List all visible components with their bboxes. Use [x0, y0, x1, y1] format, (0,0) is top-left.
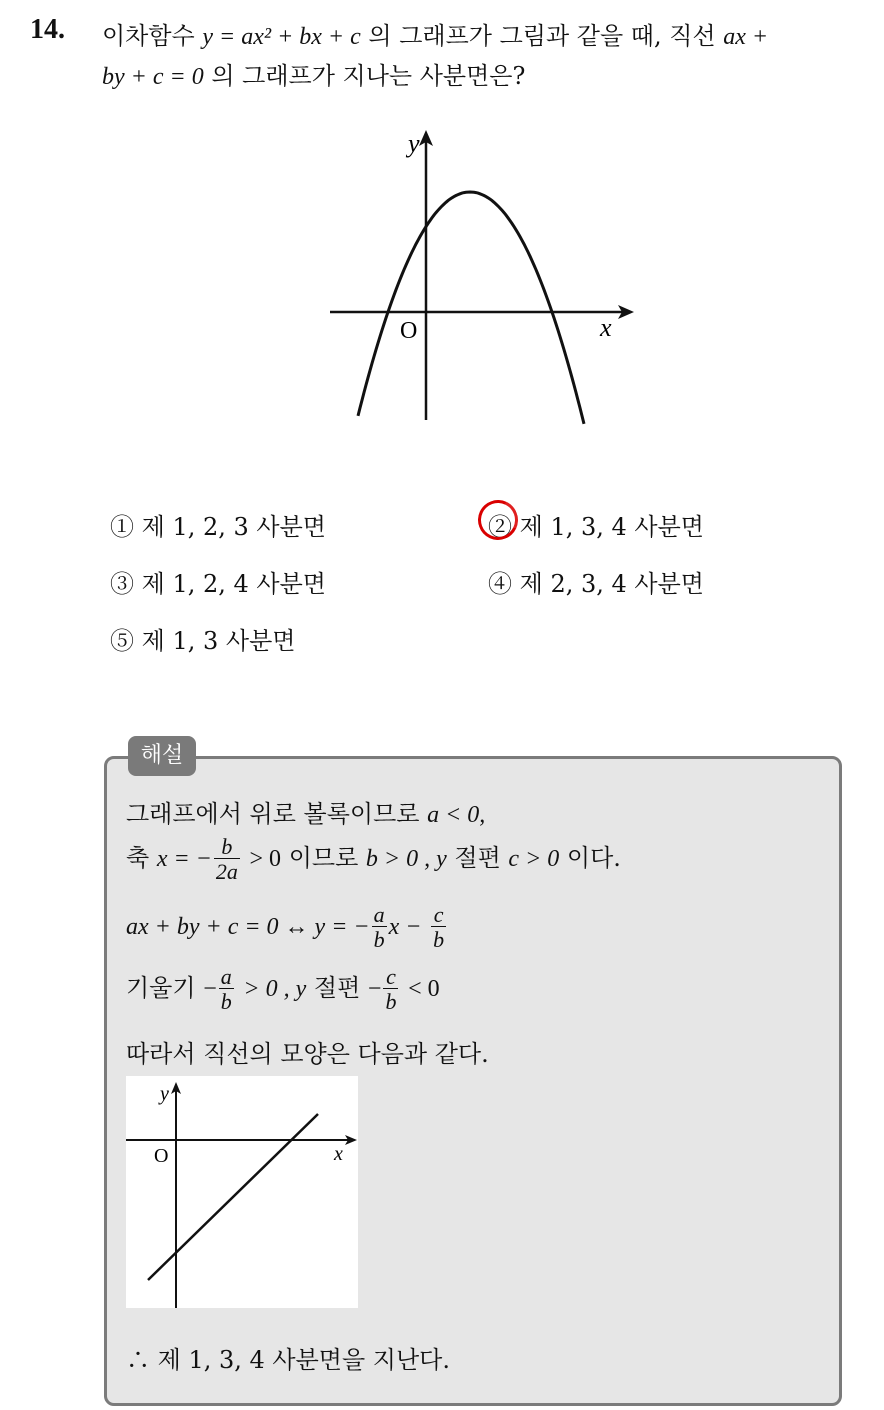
fraction-numerator: a — [373, 902, 385, 927]
solution-text: 축 — [126, 844, 150, 872]
fraction-denominator: b — [220, 989, 232, 1014]
choice-1[interactable] — [110, 507, 326, 542]
fraction-numerator: a — [220, 964, 232, 989]
fraction-denominator: 2a — [215, 859, 238, 884]
origin-label: O — [400, 318, 418, 344]
solution-line-2 — [126, 836, 621, 883]
fraction — [383, 966, 398, 1013]
solution-math: a < 0, — [427, 802, 486, 828]
question-text: 의 그래프가 지나는 사분면은? — [211, 62, 526, 90]
fraction — [431, 904, 446, 951]
solution-math: − — [203, 976, 217, 1002]
fraction — [219, 966, 234, 1013]
question-line-1 — [102, 16, 768, 51]
solution-math: ax + by + c = 0 ↔ y = − — [126, 914, 370, 940]
solution-math: − — [367, 976, 382, 1002]
fraction-denominator: b — [433, 927, 445, 952]
question-math: by + c = 0 — [102, 64, 204, 90]
fraction-numerator: c — [433, 902, 444, 927]
solution-text: 기울기 — [126, 974, 196, 1002]
question-text: 이차함수 — [102, 22, 195, 50]
solution-math: > 0 , y — [243, 976, 307, 1002]
choice-text: 제 1, 3, 4 사분면 — [519, 513, 704, 541]
fraction-denominator: b — [385, 989, 397, 1014]
solution-math: > 0 — [249, 846, 282, 872]
choice-text: 제 1, 3 사분면 — [141, 627, 296, 655]
x-axis-label: x — [600, 313, 612, 342]
fraction-numerator: b — [221, 834, 233, 859]
solution-line-1 — [126, 794, 485, 829]
fraction-denominator: b — [373, 927, 385, 952]
fraction-numerator: c — [386, 964, 396, 989]
question-line-2 — [102, 56, 525, 91]
solution-line-3 — [126, 904, 448, 951]
question-math: ax + — [723, 24, 769, 50]
solution-text: 이므로 — [288, 844, 359, 872]
parabola-graph — [320, 120, 640, 430]
solution-line-5: 따라서 직선의 모양은 다음과 같다. — [126, 1040, 489, 1068]
choice-mark: ① — [110, 513, 134, 541]
choice-text: 제 1, 2, 4 사분면 — [141, 570, 326, 598]
solution-conclusion — [126, 1340, 450, 1375]
choice-3[interactable] — [110, 564, 326, 599]
line-graph — [126, 1076, 358, 1308]
solution-math: x − — [388, 914, 422, 940]
choice-5[interactable] — [110, 621, 295, 656]
solution-text: 절편 — [454, 844, 501, 872]
choice-text: 제 2, 3, 4 사분면 — [519, 570, 704, 598]
solution-math: x = − — [156, 846, 212, 872]
solution-text: 그래프에서 위로 볼록이므로 — [126, 800, 420, 828]
choice-2[interactable] — [488, 507, 704, 542]
choice-mark: ④ — [488, 570, 512, 598]
y-axis-label: y — [160, 1083, 169, 1105]
fraction — [214, 836, 240, 883]
solution-math: b > 0 , y — [365, 846, 447, 872]
choice-mark: ② — [488, 513, 512, 541]
therefore-symbol: ∴ — [126, 1346, 150, 1374]
choice-text: 제 1, 2, 3 사분면 — [141, 513, 326, 541]
solution-text: 이다. — [566, 844, 621, 872]
origin-label: O — [154, 1145, 169, 1167]
question-number: 14. — [30, 14, 65, 45]
y-axis-label: y — [408, 129, 420, 158]
solution-text: 제 1, 3, 4 사분면을 지난다. — [157, 1346, 450, 1374]
choice-mark: ⑤ — [110, 627, 134, 655]
solution-text: 절편 — [313, 974, 361, 1002]
solution-line-4 — [126, 966, 440, 1013]
solution-tag: 해설 — [128, 736, 196, 776]
x-axis-label: x — [334, 1143, 343, 1165]
solution-math: c > 0 — [508, 846, 560, 872]
choice-4[interactable] — [488, 564, 704, 599]
straight-line — [148, 1114, 318, 1280]
parabola-curve — [358, 192, 584, 424]
line-graph-panel — [126, 1076, 358, 1308]
question-text: 의 그래프가 그림과 같을 때, 직선 — [368, 22, 716, 50]
fraction — [372, 904, 387, 951]
question-math: y = ax² + bx + c — [202, 24, 361, 50]
solution-math: < 0 — [408, 976, 440, 1002]
choice-mark: ③ — [110, 570, 134, 598]
